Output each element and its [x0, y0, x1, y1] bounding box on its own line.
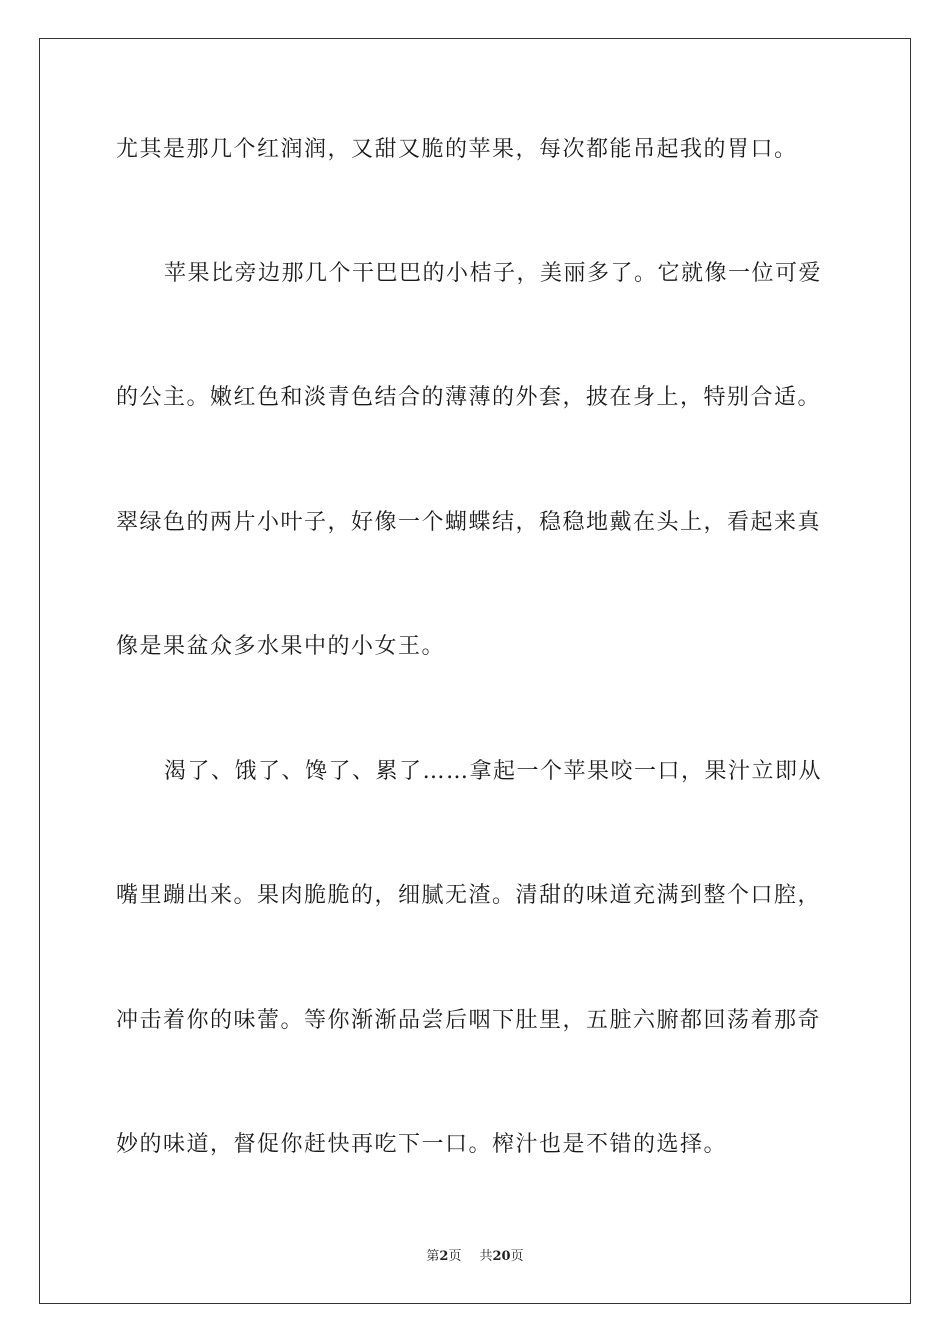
text-line-8: 冲击着你的味蕾。等你渐渐品尝后咽下肚里，五脏六腑都回荡着那奇	[116, 1008, 822, 1033]
footer-total-suffix: 页	[510, 1249, 524, 1264]
footer-total-pages: 20	[492, 1249, 511, 1264]
footer-page-number: 2	[439, 1249, 449, 1264]
text-line-4: 翠绿色的两片小叶子，好像一个蝴蝶结，稳稳地戴在头上，看起来真	[116, 510, 822, 535]
text-line-6: 渴了、饿了、馋了、累了……拿起一个苹果咬一口，果汁立即从	[164, 759, 823, 784]
footer-page-prefix: 第	[426, 1249, 440, 1264]
footer-total-prefix: 共	[479, 1249, 493, 1264]
text-line-5: 像是果盆众多水果中的小女王。	[116, 634, 446, 659]
text-line-2: 苹果比旁边那几个干巴巴的小桔子，美丽多了。它就像一位可爱	[164, 261, 823, 286]
page-footer	[0, 1247, 950, 1267]
text-line-3: 的公主。嫩红色和淡青色结合的薄薄的外套，披在身上，特别合适。	[116, 385, 822, 410]
text-line-7: 嘴里蹦出来。果肉脆脆的，细腻无渣。清甜的味道充满到整个口腔，	[116, 883, 822, 908]
text-line-1: 尤其是那几个红润润，又甜又脆的苹果，每次都能吊起我的胃口。	[116, 137, 798, 162]
page-border	[39, 38, 911, 1304]
text-line-9: 妙的味道，督促你赶快再吃下一口。榨汁也是不错的选择。	[116, 1132, 728, 1157]
footer-page-suffix: 页	[448, 1249, 462, 1264]
